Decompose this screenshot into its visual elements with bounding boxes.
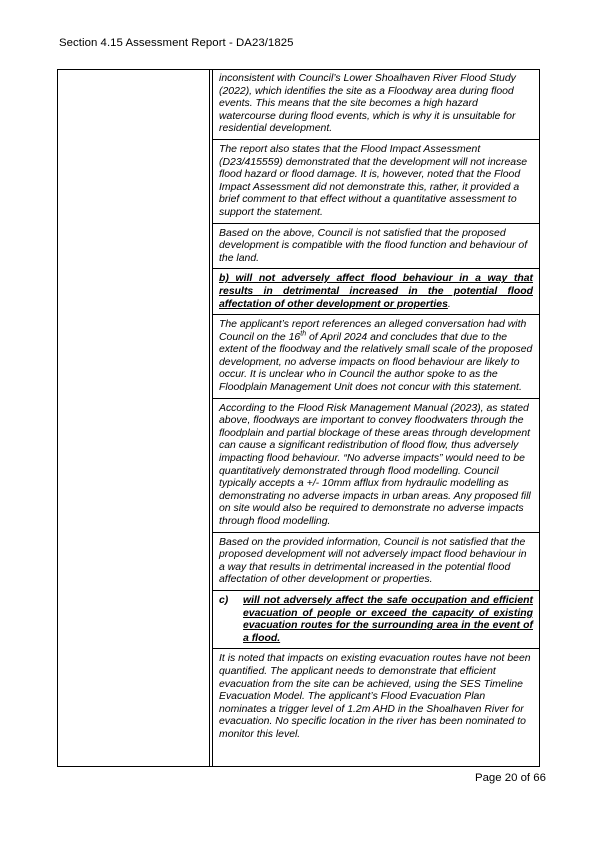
heading-criterion-b-period: . (447, 298, 451, 310)
row-divider (212, 590, 540, 591)
row-divider (212, 223, 540, 224)
paragraph-applicant-report-part2: of April 2024 and concludes that due to the extent of the floodway and the relatively small scale of the proposed development, no adverse impacts on flood behaviour are likely to occur. It is unclear who in Council the author spoke to as the Floodplain Management Unit does not concur with this statement. (219, 331, 533, 394)
document-header: Section 4.15 Assessment Report - DA23/1825 (59, 37, 294, 49)
assessment-text-cell (219, 73, 533, 742)
page-number: Page 20 of 66 (475, 772, 546, 784)
ordinal-superscript: th (300, 330, 307, 338)
paragraph-applicant-report-part1: The applicant’s report references an alleged conversation had with Council on the 16 (219, 319, 527, 343)
row-divider (212, 139, 540, 140)
column-divider (209, 69, 213, 767)
paragraph-applicant-report (219, 319, 533, 395)
paragraph-flood-impact-assessment: The report also states that the Flood Impact Assessment (D23/415559) demonstrated that the development will not increase flood hazard or flood damage. It is, however, noted that the Flood Impact Assessment did not demonstrate this, rather, it provided a brief comment to that effect without a quantitative assessment to support the statement. (219, 143, 528, 218)
heading-criterion-c-text: will not adversely affect the safe occupation and efficient evacuation of people or exceed the capacity of existing evacuation routes for the surrounding area in the event of a flood. (243, 594, 533, 644)
paragraph-conclusion-flood-behaviour: Based on the provided information, Council is not satisfied that the proposed development will not adversely impact flood behaviour in a way that results in detrimental increased in the potential flood affectation of other development or properties. (219, 536, 527, 586)
heading-criterion-b (219, 273, 533, 311)
paragraph-flood-risk-manual: According to the Flood Risk Management Manual (2023), as stated above, floodways are important to convey floodwaters through the floodplain and partial blockage of these areas through development can cause a significant redistribution of flood flow, thus adversely impacting flood behaviour. “No adverse impacts” would need to be quantitatively demonstrated through flood modelling. Council typically accepts a +/- 10mm afflux from hydraulic modelling as demonstrating no adverse impacts in urban areas. Any proposed fill on site would also be required to demonstrate no adverse impacts through flood modelling. (219, 402, 531, 527)
row-divider (212, 268, 540, 269)
heading-criterion-b-text: b) will not adversely affect flood behaviour in a way that results in detrimental increased in the potential flood affectation of other development or properties (219, 273, 533, 310)
heading-criterion-c (219, 595, 533, 645)
row-divider (212, 648, 540, 649)
paragraph-conclusion-flood-function: Based on the above, Council is not satisfied that the proposed development is compatible with the flood function and behaviour of the land. (219, 227, 528, 264)
row-divider (212, 314, 540, 315)
paragraph-flood-study: inconsistent with Council’s Lower Shoalhaven River Flood Study (2022), which identifies the site as a Floodway area during flood events. This means that the site becomes a high hazard watercourse during flood events, which is why it is unsuitable for residential development. (219, 73, 516, 135)
row-divider (212, 398, 540, 399)
heading-criterion-c-label: c) (219, 594, 229, 606)
paragraph-evacuation-routes: It is noted that impacts on existing evacuation routes have not been quantified. The applicant needs to demonstrate that efficient evacuation from the site can be achieved, using the SES Timeline Evacuation Model. The applicant’s Flood Evacuation Plan nominates a trigger level of 1.2m AHD in the Shoalhaven River for evacuation. No specific location in the river has been nominated to monitor this level. (219, 653, 531, 740)
row-divider (212, 532, 540, 533)
